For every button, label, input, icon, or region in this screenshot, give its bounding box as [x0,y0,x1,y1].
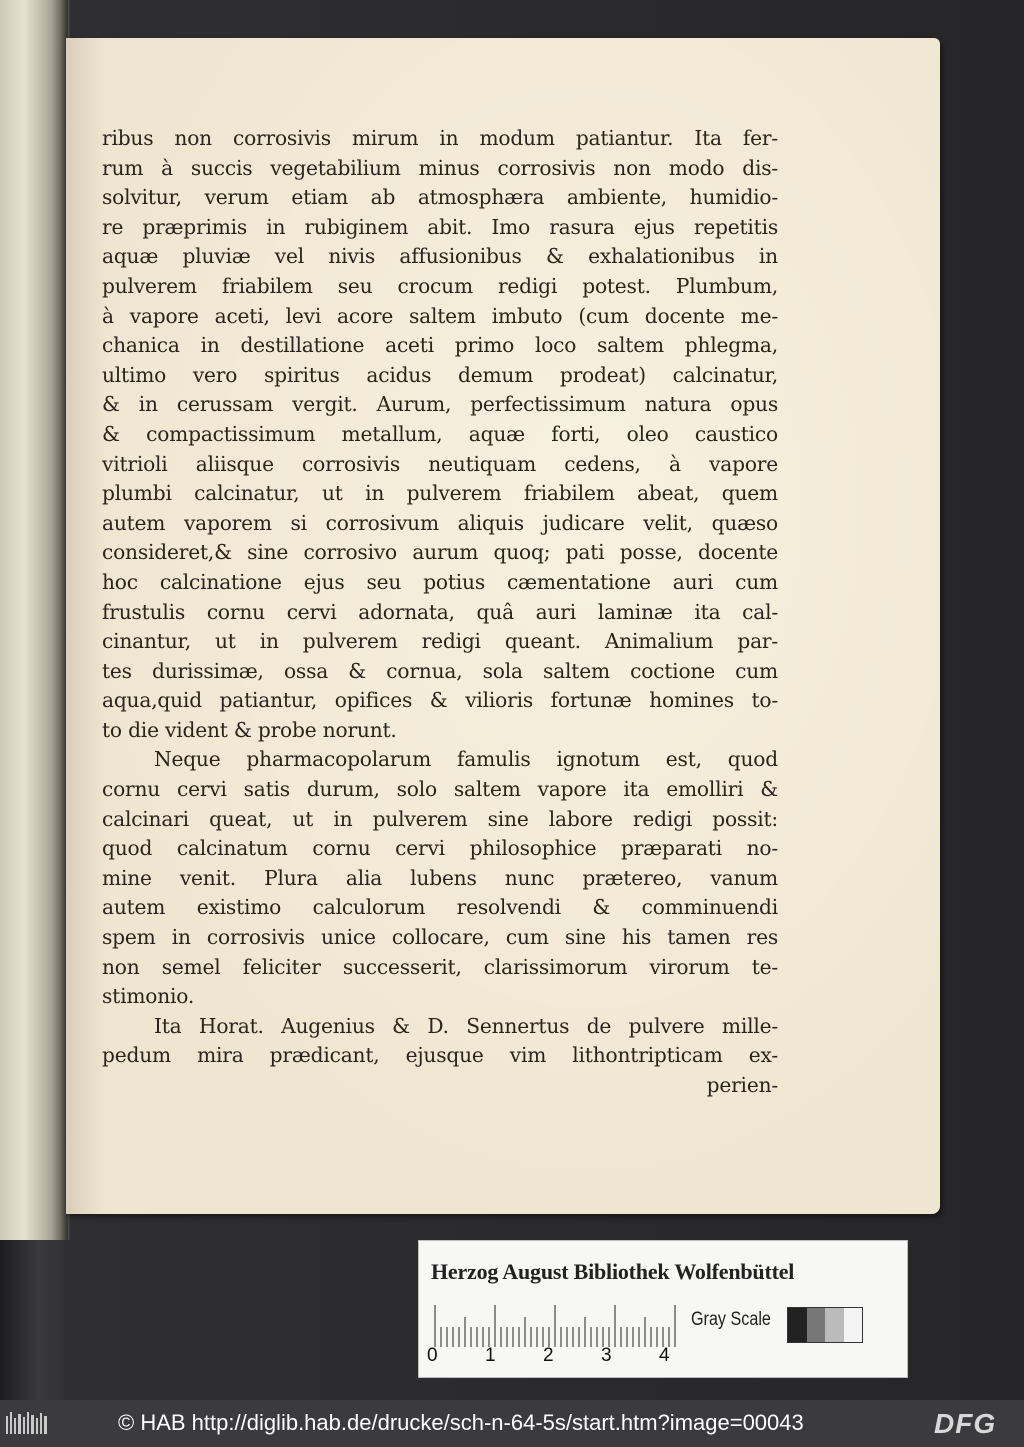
text-line: autem vaporem si corrosivum aliquis judicare velit, quæso [102,510,778,535]
library-color-card [418,1240,908,1378]
text-line: solvitur, verum etiam ab atmosphæra ambiente, humidio- [102,185,778,210]
left-page-bleed-marks [0,120,22,1020]
text-line: pedum mira prædicant, ejusque vim lithontripticam ex- [102,1043,778,1068]
text-line: calcinari queat, ut in pulverem sine labore redigi possit: [102,806,778,831]
gray-scale-swatches [787,1307,863,1343]
barcode-logo-icon [6,1412,48,1436]
ruler-number: 2 [543,1345,554,1366]
text-line: stimonio. [102,984,195,1009]
text-line: plumbi calcinatur, ut in pulverem friabilem abeat, quem [102,481,778,506]
text-line: autem existimo calculorum resolvendi & comminuendi [102,895,778,920]
text-line: mine venit. Plura alia lubens nunc prætereo, vanum [102,865,778,890]
text-line: chanica in destillatione aceti primo loco saltem phlegma, [102,333,778,358]
text-line: spem in corrosivis unice collocare, cum sine his tamen res [102,925,778,950]
viewer-footer [0,1400,1024,1447]
text-line: vitrioli aliisque corrosivis neutiquam cedens, à vapore [102,451,778,476]
text-line: & compactissimum metallum, aquæ forti, oleo caustico [102,421,778,446]
gray-swatch [807,1308,826,1342]
text-line: non semel feliciter successerit, clarissimorum virorum te- [102,954,778,979]
gray-swatch [825,1308,844,1342]
text-line: cornu cervi satis durum, solo saltem vapore ita emolliri & [102,777,778,802]
text-line: pulverem friabilem seu crocum redigi potest. Plumbum, [102,273,778,298]
text-line: perien- [706,1073,778,1097]
ruler-number: 0 [427,1345,438,1366]
text-line: à vapore aceti, levi acore saltem imbuto (cum docente me- [102,303,778,328]
text-line: rum à succis vegetabilium minus corrosivis non modo dis- [102,155,778,180]
ruler-number: 4 [659,1345,670,1366]
text-line: & in cerussam vergit. Aurum, perfectissimum natura opus [102,392,778,417]
text-line: to die vident & probe norunt. [102,717,397,742]
ruler-number: 3 [601,1345,612,1366]
ruler-number: 1 [485,1345,496,1366]
text-line: tes durissimæ, ossa & cornua, sola saltem coctione cum [102,658,778,683]
copyright-url[interactable]: © HAB http://diglib.hab.de/drucke/sch-n-64-5s/start.htm?image=00043 [118,1410,804,1435]
text-line: aqua,quid patiantur, opifices & vilioris fortunæ homines to- [102,688,778,713]
text-line: frustulis cornu cervi adornata, quâ auri laminæ ita cal- [102,599,778,624]
text-line: hoc calcinatione ejus seu potius cæmentatione auri cum [102,569,778,594]
text-line: Neque pharmacopolarum famulis ignotum est, quod [154,747,778,772]
gray-swatch [788,1308,807,1342]
text-line: consideret,& sine corrosivo aurum quoq; pati posse, docente [102,540,778,565]
text-line: cinantur, ut in pulverem redigi queant. Animalium par- [102,629,778,654]
gray-scale-label: Gray Scale [691,1309,771,1330]
dfg-logo: DFG [934,1408,997,1439]
text-line: re præprimis in rubiginem abit. Imo rasura ejus repetitis [102,214,778,239]
gray-swatch [844,1308,863,1342]
text-line: Ita Horat. Augenius & D. Sennertus de pulvere mille- [154,1013,778,1038]
text-line: ultimo vero spiritus acidus demum prodeat) calcinatur, [102,362,778,387]
page-text [102,124,778,1101]
text-line: ribus non corrosivis mirum in modum patiantur. Ita fer- [102,126,778,150]
text-line: aquæ pluviæ vel nivis affusionibus & exhalationibus in [102,244,778,269]
text-line: quod calcinatum cornu cervi philosophice præparati no- [102,836,778,861]
ruler-scale [433,1303,677,1347]
library-name: Herzog August Bibliothek Wolfenbüttel [431,1259,795,1284]
